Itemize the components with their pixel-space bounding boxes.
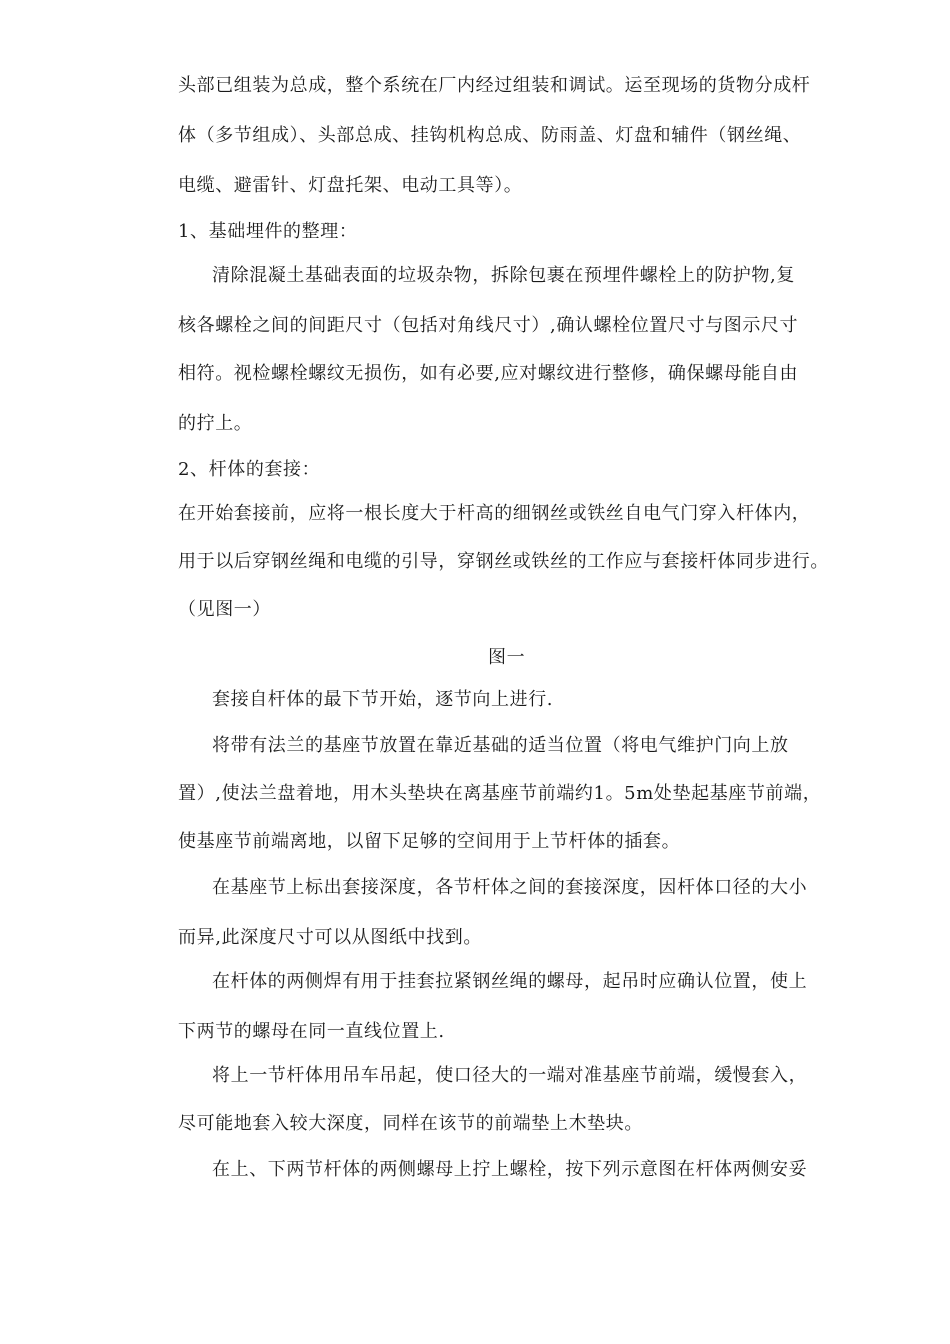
section-heading: 2、杆体的套接： — [178, 459, 321, 480]
section-heading: 1、基础埋件的整理： — [178, 221, 358, 242]
paragraph-line: 将带有法兰的基座节放置在靠近基础的适当位置（将电气维护门向上放 — [212, 735, 789, 756]
figure-reference: （见图一） — [178, 599, 271, 620]
figure-caption: 图一 — [488, 647, 526, 668]
paragraph-line: 头部已组装为总成，整个系统在厂内经过组装和调试。运至现场的货物分成杆 — [178, 75, 811, 96]
paragraph-line: 清除混凝土基础表面的垃圾杂物，拆除包裹在预埋件螺栓上的防护物,复 — [212, 265, 795, 286]
paragraph-line: 电缆、避雷针、灯盘托架、电动工具等）。 — [178, 175, 523, 196]
paragraph-line: 而异,此深度尺寸可以从图纸中找到。 — [178, 927, 482, 948]
paragraph-line: 在开始套接前，应将一根长度大于杆高的细钢丝或铁丝自电气门穿入杆体内， — [178, 503, 811, 524]
paragraph-line: 用于以后穿钢丝绳和电缆的引导，穿钢丝或铁丝的工作应与套接杆体同步进行。 — [178, 551, 829, 572]
paragraph-line: 相符。视检螺栓螺纹无损伤，如有必要,应对螺纹进行整修，确保螺母能自由 — [178, 363, 799, 384]
paragraph-line: 尽可能地套入较大深度，同样在该节的前端垫上木垫块。 — [178, 1113, 643, 1134]
paragraph-line: 套接自杆体的最下节开始，逐节向上进行. — [212, 689, 554, 710]
paragraph-line: 在杆体的两侧焊有用于挂套拉紧钢丝绳的螺母，起吊时应确认位置，使上 — [212, 971, 808, 992]
paragraph-line: 使基座节前端离地，以留下足够的空间用于上节杆体的插套。 — [178, 831, 681, 852]
paragraph-line: 的拧上。 — [178, 413, 253, 434]
paragraph-line: 下两节的螺母在同一直线位置上. — [178, 1021, 445, 1042]
paragraph-line: 将上一节杆体用吊车吊起，使口径大的一端对准基座节前端，缓慢套入， — [212, 1065, 808, 1086]
paragraph-line: 在基座节上标出套接深度，各节杆体之间的套接深度，因杆体口径的大小 — [212, 877, 808, 898]
paragraph-line: 置）,使法兰盘着地，用木头垫块在离基座节前端约1。5m处垫起基座节前端， — [178, 783, 822, 804]
paragraph-line: 体（多节组成）、头部总成、挂钩机构总成、防雨盖、灯盘和辅件（钢丝绳、 — [178, 125, 802, 146]
paragraph-line: 核各螺栓之间的间距尺寸（包括对角线尺寸）,确认螺栓位置尺寸与图示尺寸 — [178, 315, 799, 336]
paragraph-line: 在上、下两节杆体的两侧螺母上拧上螺栓，按下列示意图在杆体两侧安妥 — [212, 1159, 808, 1180]
